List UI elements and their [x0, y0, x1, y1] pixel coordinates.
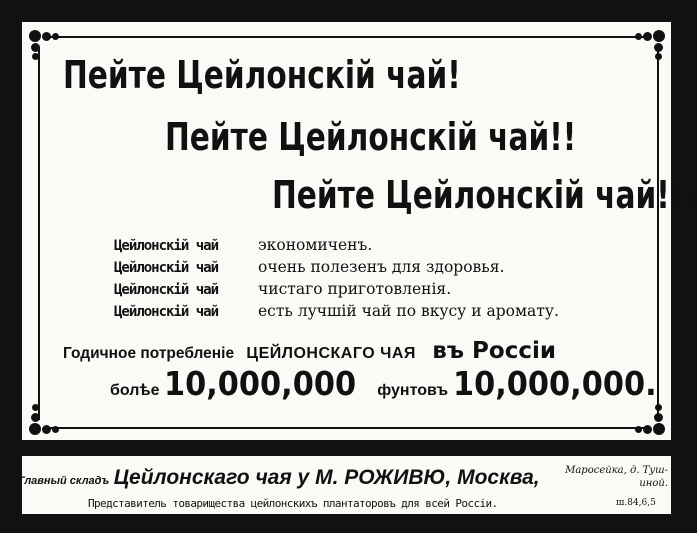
claim-item — [114, 280, 559, 302]
amount-more: болѣе — [110, 382, 160, 399]
claim-text: чистаго приготовленія. — [258, 280, 452, 298]
claims-list — [114, 236, 559, 324]
ad-code: ш.84,6,5 — [616, 498, 656, 508]
address-line-2: иной. — [639, 478, 668, 489]
warehouse-text: Цейлонскаго чая у М. РОЖИВЮ, Москва, — [113, 466, 540, 489]
amount-pounds: фунтовъ — [377, 382, 449, 399]
amount-line — [110, 364, 674, 403]
claim-brand: Цейлонскій чай — [114, 304, 219, 320]
amount-value-1: 10,000,000 — [164, 364, 357, 403]
claim-brand: Цейлонскій чай — [114, 238, 219, 254]
claim-text: экономиченъ. — [258, 236, 373, 254]
border-divider — [0, 440, 697, 456]
claim-brand: Цейлонскій чай — [114, 260, 219, 276]
ornament-rule-left — [38, 48, 40, 420]
claim-item — [114, 258, 559, 280]
consumption-caps: ЦЕЙЛОНСКАГО ЧАЯ — [246, 345, 416, 362]
headline-1: Пейте Цейлонскій чай! — [63, 53, 461, 97]
claim-item — [114, 302, 559, 324]
warehouse-label: Главный складъ — [18, 475, 110, 487]
warehouse-address — [538, 464, 668, 490]
consumption-russia: въ Россіи — [432, 338, 556, 364]
border-top — [0, 0, 697, 22]
ornament-rule-top — [50, 36, 646, 38]
headline-2: Пейте Цейлонскій чай!! — [165, 115, 577, 159]
claim-item — [114, 236, 559, 258]
consumption-lead: Годичное потребленіе — [63, 345, 235, 362]
consumption-line — [63, 338, 556, 364]
ornament-rule-bottom — [50, 427, 646, 429]
headline-3: Пейте Цейлонскій чай!!! — [272, 173, 697, 217]
border-bottom — [0, 514, 697, 533]
representative-line: Представитель товарищества цейлонскихъ плантаторовъ для всей Россіи. — [88, 497, 498, 510]
amount-value-2: 10,000,000. — [452, 364, 657, 403]
address-line-1: Маросейка, д. Туш- — [565, 465, 668, 476]
claim-brand: Цейлонскій чай — [114, 282, 219, 298]
warehouse-line — [18, 466, 540, 490]
claim-text: очень полезенъ для здоровья. — [258, 258, 505, 276]
claim-text: есть лучшій чай по вкусу и аромату. — [258, 302, 559, 320]
